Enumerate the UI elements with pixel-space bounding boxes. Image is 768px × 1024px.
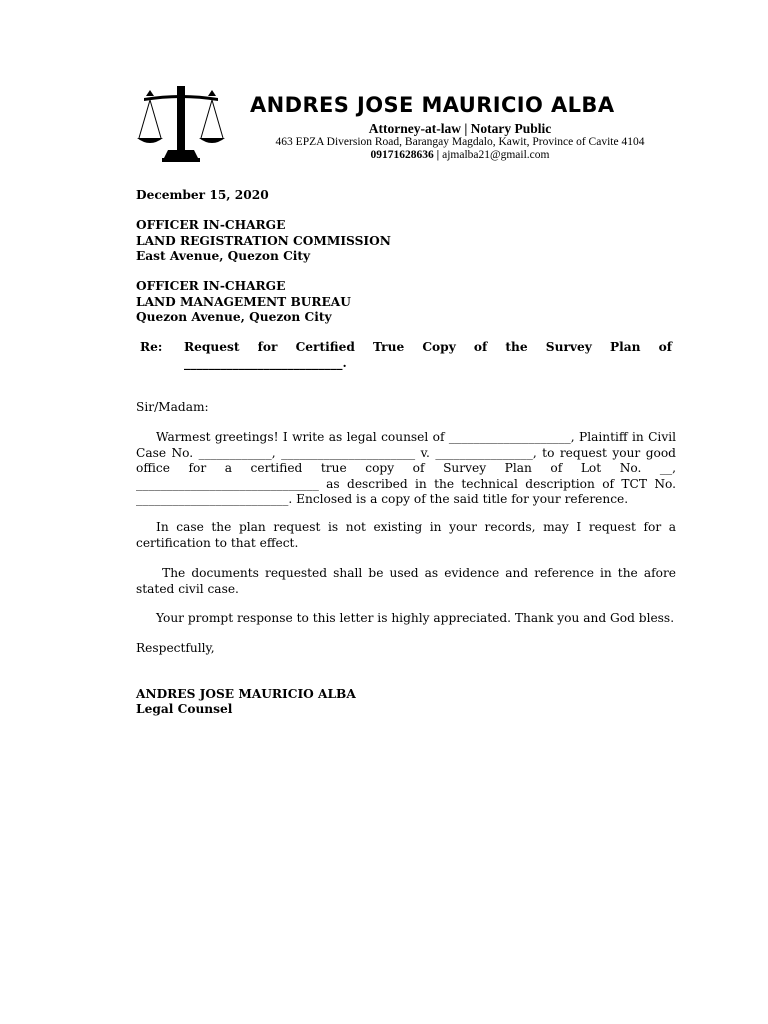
paragraph-2: In case the plan request is not existing in your records, may I request for a certification to that effect. <box>136 520 676 550</box>
letter-date: December 15, 2020 <box>136 188 269 202</box>
subject-text <box>184 340 672 371</box>
recipient-2-line3: Quezon Avenue, Quezon City <box>136 310 332 324</box>
recipient-1 <box>136 218 676 265</box>
recipient-2 <box>136 279 676 326</box>
recipient-1-line3: East Avenue, Quezon City <box>136 249 311 263</box>
subject-label: Re: <box>140 340 163 354</box>
recipient-2-line1: OFFICER IN-CHARGE <box>136 279 286 293</box>
letterhead-email: ajmalba21@gmail.com <box>442 149 550 161</box>
closing: Respectfully, <box>136 641 215 655</box>
subject-text-line1: Request for Certified True Copy of the Survey Plan of <box>184 340 672 354</box>
signature-name: ANDRES JOSE MAURICIO ALBA <box>136 687 356 701</box>
subject-text-line2: __________________________. <box>184 355 347 370</box>
recipient-2-line2: LAND MANAGEMENT BUREAU <box>136 294 351 309</box>
letterhead-name: ANDRES JOSE MAURICIO ALBA <box>250 93 615 117</box>
letterhead-contact <box>250 149 670 161</box>
scales-of-justice-icon <box>136 84 226 164</box>
letterhead-phone: 09171628636 | <box>370 149 440 161</box>
paragraph-3: The documents requested shall be used as evidence and reference in the afore stated civil case. <box>136 566 680 596</box>
letterhead-address: 463 EPZA Diversion Road, Barangay Magdalo, Kawit, Province of Cavite 4104 <box>275 136 645 148</box>
signature-role: Legal Counsel <box>136 702 233 716</box>
recipient-1-line1: OFFICER IN-CHARGE <box>136 218 286 232</box>
paragraph-4: Your prompt response to this letter is highly appreciated. Thank you and God bless. <box>156 611 675 625</box>
recipient-1-line2: LAND REGISTRATION COMMISSION <box>136 233 391 248</box>
paragraph-1: Warmest greetings! I write as legal counsel of ____________________, Plaintiff in Civil Case No. ____________, ______________________ v. ________________, to request your good office for a certified true copy of Survey Plan of Lot No. __, ______________________________ as described in the technical description of TCT No. _________________________. Enclosed is a copy of the said title for your reference. <box>136 430 676 506</box>
salutation: Sir/Madam: <box>136 400 209 414</box>
letterhead-title: Attorney-at-law | Notary Public <box>368 121 552 136</box>
